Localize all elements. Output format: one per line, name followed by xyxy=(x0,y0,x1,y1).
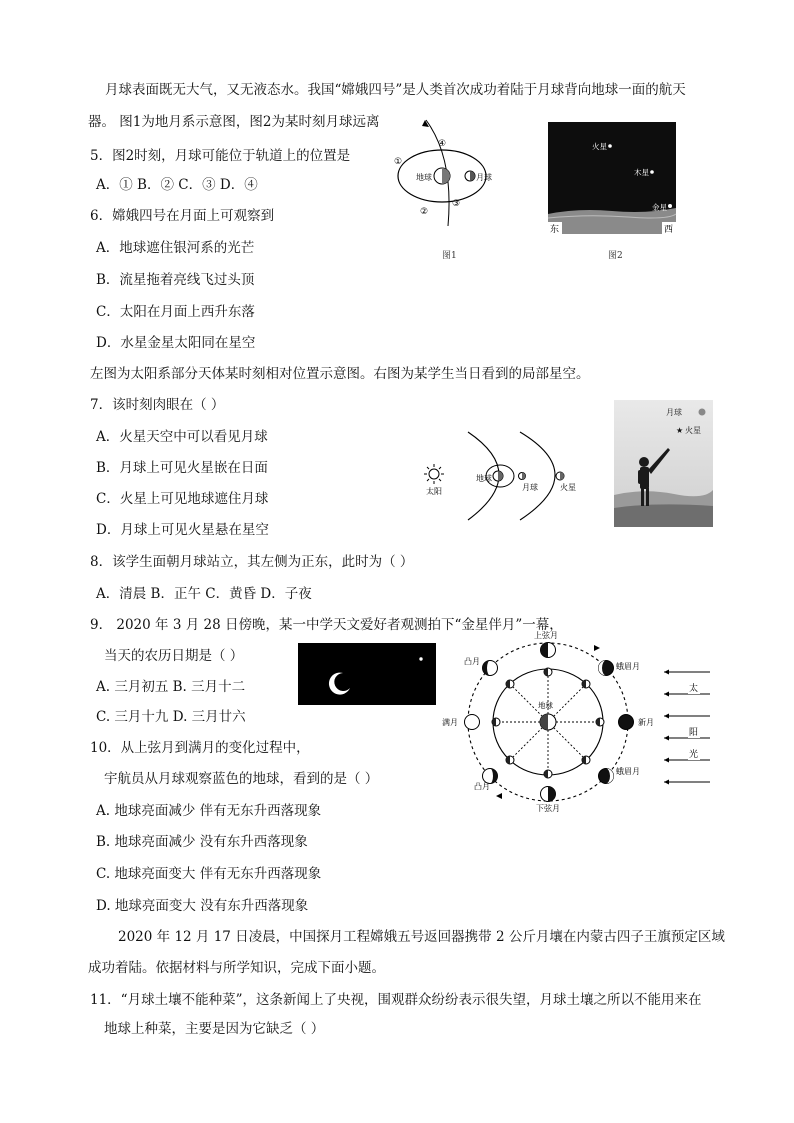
moon-phases-diagram xyxy=(442,628,715,813)
label-waxing-crescent: 蛾眉月 xyxy=(616,662,640,671)
fig2-west-label: 西 xyxy=(664,225,674,235)
q10-stem2: 宇航员从月球观察蓝色的地球，看到的是（ ） xyxy=(104,771,379,787)
q5-stem: 5．图2时刻，月球可能位于轨道上的位置是 xyxy=(90,148,351,164)
last-quarter-icon xyxy=(541,787,556,802)
first-quarter-icon xyxy=(541,643,556,658)
fig1-pos1-label: ① xyxy=(394,157,403,167)
fig3-mars-label: 火星 xyxy=(560,483,576,492)
photo-moon-label: 月球 xyxy=(666,408,682,417)
q5-options: A．① B．② C．③ D．④ xyxy=(96,177,258,193)
q6-option-c: C．太阳在月面上西升东落 xyxy=(96,304,255,320)
figure2-night-sky-photo xyxy=(548,122,676,234)
label-first-quarter: 上弦月 xyxy=(534,631,558,640)
q9-options-row1: A. 三月初五 B. 三月十二 xyxy=(96,679,246,695)
fig2-jupiter-label: 木星 xyxy=(634,168,649,177)
q6-option-a: A．地球遮住银河系的光芒 xyxy=(96,240,255,256)
waning-crescent-icon xyxy=(599,769,614,784)
figure3-solar-system-diagram xyxy=(420,430,595,522)
q6-option-d: D．水星金星太阳同在星空 xyxy=(96,335,256,351)
figure1-caption: 图1 xyxy=(442,251,457,261)
q10-option-d: D. 地球亮面变大 没有东升西落现象 xyxy=(96,898,309,914)
figure1-earth-moon-diagram xyxy=(390,118,510,230)
intro3-line1: 2020 年 12 月 17 日凌晨，中国探月工程嫦娥五号返回器携带 2 公斤月壤在内蒙古四子王旗预定区域 xyxy=(118,929,725,945)
q9-stem2: 当天的农历日期是（ ） xyxy=(104,648,244,664)
label-new-moon: 新月 xyxy=(638,718,654,727)
venus-dot-icon xyxy=(419,657,422,660)
new-moon-icon xyxy=(619,715,634,730)
q7-stem: 7．该时刻肉眼在（ ） xyxy=(90,397,225,413)
fig1-moon-label: 月球 xyxy=(476,173,492,182)
label-sun-3: 光 xyxy=(689,750,699,760)
figure2-caption: 图2 xyxy=(608,251,623,261)
venus-dot-icon xyxy=(668,204,672,208)
phases-earth-label: 地球 xyxy=(538,701,553,710)
label-last-quarter: 下弦月 xyxy=(536,804,560,813)
q11-stem: 11．“月球土壤不能种菜”，这条新闻上了央视，围观群众纷纷表示很失望，月球土壤之所以不能用来在 xyxy=(90,992,702,1008)
waxing-crescent-icon xyxy=(599,661,614,676)
gibbous-top-icon xyxy=(483,661,498,676)
fig2-venus-label: 金星 xyxy=(652,203,667,212)
q10-option-a: A. 地球亮面减少 伴有无东升西落现象 xyxy=(96,803,322,819)
fig3-moon-label: 月球 xyxy=(522,483,538,492)
q7-option-d: D．月球上可见火星悬在星空 xyxy=(96,522,269,538)
q8-stem: 8．该学生面朝月球站立，其左侧为正东，此时为（ ） xyxy=(90,554,414,570)
q9-stem: 9． 2020 年 3 月 28 日傍晚，某一中学天文爱好者观测拍下“金星伴月”一幕， xyxy=(90,617,563,633)
fig3-earth-label: 地球 xyxy=(476,474,492,483)
label-sun-2: 阳 xyxy=(689,728,699,738)
fig1-earth-label: 地球 xyxy=(416,173,432,182)
intro-paragraph-line2: 器。 图1为地月系示意图，图2为某时刻月球远离 xyxy=(88,114,380,130)
q10-option-c: C. 地球亮面变大 伴有无东升西落现象 xyxy=(96,866,322,882)
moon-icon xyxy=(699,409,706,416)
fig2-east-label: 东 xyxy=(550,225,560,235)
sunlight-arrows xyxy=(664,672,710,782)
q6-option-b: B．流星拖着亮线飞过头顶 xyxy=(96,272,255,288)
fig2-mars-label: 火星 xyxy=(592,142,607,151)
earth-shadow-icon xyxy=(442,168,450,184)
fig1-pos4-label: ④ xyxy=(438,139,447,149)
label-sun-1: 太 xyxy=(689,684,699,694)
jupiter-dot-icon xyxy=(650,170,654,174)
q11-stem2: 地球上种菜，主要是因为它缺乏（ ） xyxy=(104,1021,325,1037)
student-stargazing-photo xyxy=(614,400,713,527)
intro-paragraph-line1: 月球表面既无大气，又无液态水。我国“嫦娥四号”是人类首次成功着陆于月球背向地球一面的航天 xyxy=(105,82,686,98)
q7-option-b: B．月球上可见火星嵌在日面 xyxy=(96,460,268,476)
q8-options: A．清晨 B．正午 C．黄昏 D．子夜 xyxy=(96,586,312,602)
label-full-moon: 满月 xyxy=(442,718,458,727)
q10-stem: 10．从上弦月到满月的变化过程中， xyxy=(90,740,310,756)
venus-crescent-moon-photo xyxy=(298,643,436,705)
q10-option-b: B. 地球亮面减少 没有东升西落现象 xyxy=(96,834,308,850)
star-icon: ★ xyxy=(676,426,684,435)
q9-options-row2: C. 三月十九 D. 三月廿六 xyxy=(96,709,246,725)
photo-mars-label: 火星 xyxy=(685,426,701,435)
full-moon-icon xyxy=(465,715,480,730)
label-gibbous-top: 凸月 xyxy=(464,657,480,666)
intro3-line2: 成功着陆。依据材料与所学知识，完成下面小题。 xyxy=(88,960,385,976)
sun-icon xyxy=(424,464,444,484)
label-gibbous-bottom: 凸月 xyxy=(474,782,490,791)
mars-dot-icon xyxy=(608,144,612,148)
fig3-sun-label: 太阳 xyxy=(426,487,442,496)
fig1-pos2-label: ② xyxy=(420,207,429,217)
label-waning-crescent: 蛾眉月 xyxy=(616,767,640,776)
q7-option-a: A．火星天空中可以看见月球 xyxy=(96,429,268,445)
q7-option-c: C．火星上可见地球遮住月球 xyxy=(96,491,269,507)
q6-stem: 6．嫦娥四号在月面上可观察到 xyxy=(90,208,275,224)
fig1-pos3-label: ③ xyxy=(452,199,461,209)
intro2-paragraph: 左图为太阳系部分天体某时刻相对位置示意图。右图为某学生当日看到的局部星空。 xyxy=(90,366,590,382)
